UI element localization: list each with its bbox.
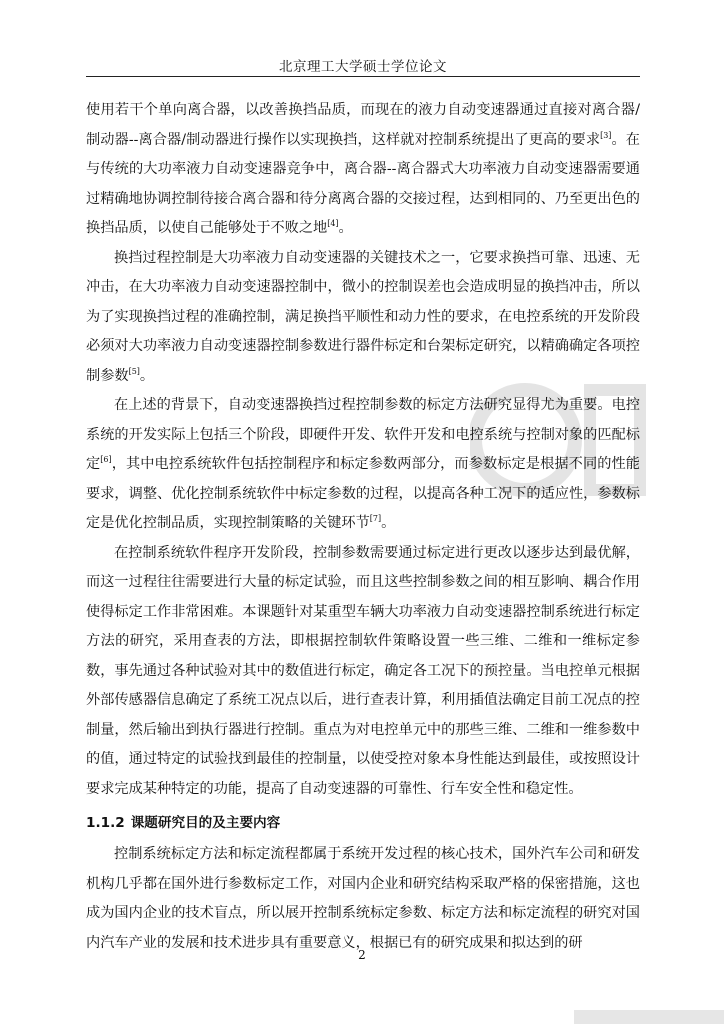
citation-reference: [7]	[369, 514, 382, 523]
paragraph-text: 。	[139, 367, 155, 384]
paragraph-text: 控制系统标定方法和标定流程都属于系统开发过程的核心技术，国外汽车公司和研发机构几乎都在国外进行参数标定工作，对国内企业和研究结构采取严格的保密措施，这也成为国内企业的技术盲点，所以展开控制系统标定参数、标定方法和标定流程的研究对国内汽车产业的发展和技术进步具有重要意义，根据已有的研究成果和拟达到的研	[86, 846, 640, 951]
paragraph-text: 在控制系统软件程序开发阶段，控制参数需要通过标定进行更改以逐步达到最优解，而这一过程往往需要进行大量的标定试验，而且这些控制参数之间的相互影响、耦合作用使得标定工作非常困难。本课题针对某重型车辆大功率液力自动变速器控制系统进行标定方法的研究，采用查表的方法，即根据控制软件策略设置一些三维、二维和一维标定参数，事先通过各种试验对其中的数值进行标定，确定各工况下的预控量。当电控单元根据外部传感器信息确定了系统工况点以后，进行查表计算，利用插值法确定目前工况点的控制量，然后输出到执行器进行控制。重点为对电控单元中的那些三维、二维和一维参数中的值，通过特定的试验找到最佳的控制量，以使受控对象本身性能达到最佳，或按照设计要求完成某种特定的功能，提高了自动变速器的可靠性、行车安全性和稳定性。	[86, 544, 640, 797]
body-paragraph	[86, 840, 640, 958]
body-paragraph	[86, 539, 640, 805]
page-number: 2	[358, 948, 366, 962]
page-header-title: 北京理工大学硕士学位论文	[279, 59, 447, 75]
section-heading	[86, 806, 640, 840]
section-number: 1.1.2	[86, 815, 125, 831]
header-divider	[86, 76, 640, 77]
paragraph-text: 在上述的背景下，自动变速器换挡过程控制参数的标定方法研究显得尤为重要。电控系统的开发实际上包括三个阶段，即硬件开发、软件开发和电控系统与控制对象的匹配标定	[86, 397, 640, 472]
body-paragraph	[86, 96, 640, 244]
body-paragraph	[86, 244, 640, 392]
paragraph-text: 使用若干个单向离合器，以改善换挡品质，而现在的液力自动变速器通过直接对离合器/制动器--离合器/制动器进行操作以实现换挡，这样就对控制系统提出了更高的要求	[86, 102, 640, 148]
section-title: 课题研究目的及主要内容	[130, 815, 281, 831]
citation-reference: [5]	[128, 366, 140, 376]
body-content	[86, 96, 640, 958]
citation-reference: [3]	[600, 130, 612, 140]
paragraphs-after-section	[86, 840, 640, 958]
paragraph-text: 。在与传统的大功率液力自动变速器竞争中，离合器--离合器式大功率液力自动变速器需要通过精确地协调控制待接合离合器和待分离离合器的交接过程，达到相同的、乃至更出色的换挡品质，以使自己能够处于不败之地	[86, 131, 640, 236]
paragraph-text: 。	[338, 220, 353, 236]
paragraphs-before-section	[86, 96, 640, 804]
citation-reference: [4]	[327, 219, 339, 228]
citation-reference: [6]	[100, 455, 112, 464]
watermark-strip	[574, 1010, 724, 1024]
paragraph-text: 。	[381, 515, 396, 531]
body-paragraph	[86, 391, 640, 539]
paragraph-text: 换挡过程控制是大功率液力自动变速器的关键技术之一，它要求换挡可靠、迅速、无冲击，在大功率液力自动变速器控制中，微小的控制误差也会造成明显的换挡冲击，所以为了实现换挡过程的准确控制，满足换挡平顺性和动力性的要求，在电控系统的开发阶段必须对大功率液力自动变速器控制参数进行器件标定和台架标定研究，以精确确定各项控制参数	[86, 249, 640, 384]
paragraph-text: ，其中电控系统软件包括控制程序和标定参数两部分，而参数标定是根据不同的性能要求，调整、优化控制系统软件中标定参数的过程，以提高各种工况下的适应性，参数标定是优化控制品质，实现控制策略的关键环节	[86, 456, 640, 531]
